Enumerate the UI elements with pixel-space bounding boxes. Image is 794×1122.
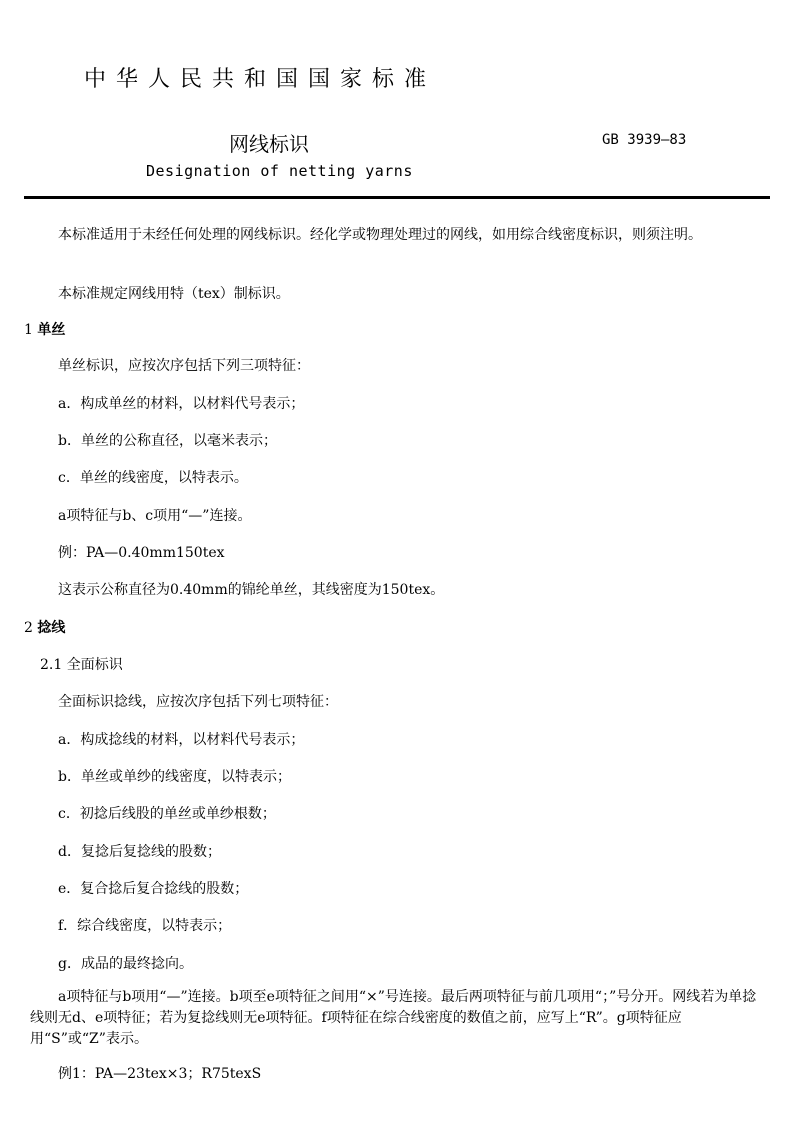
section-2-heading — [24, 617, 65, 637]
section-1-title: 单丝 — [37, 322, 66, 338]
national-standard-heading: 中华人民共和国国家标准 — [84, 67, 437, 92]
section-1-lead: 单丝标识，应按次序包括下列三项特征： — [58, 358, 310, 374]
section-1-explanation: 这表示公称直径为0.40mm的锦纶单丝，其线密度为150tex。 — [58, 582, 445, 598]
subsection-2-1-item-g: g．成品的最终捻向。 — [58, 956, 193, 972]
subsection-2-1-item-a: a．构成捻线的材料，以材料代号表示； — [58, 732, 305, 748]
subsection-2-1-item-b: b．单丝或单纱的线密度，以特表示； — [58, 769, 291, 785]
section-1-number: 1 — [24, 322, 33, 338]
section-1-item-a: a．构成单丝的材料，以材料代号表示； — [58, 396, 305, 412]
subsection-2-1-rule: a项特征与b项用“—”连接。b项至e项特征之间用“×”号连接。最后两项特征与前几项用“；”号分开。网线若为单捻线则无d、e项特征；若为复捻线则无e项特征。f项特征在综合线密度的数值之前，应写上“R”。g项特征应用“S”或“Z”表示。 — [30, 989, 757, 1047]
section-1-rule: a项特征与b、c项用“—”连接。 — [58, 508, 252, 524]
header-divider — [24, 196, 770, 199]
intro-paragraph-1: 本标准适用于未经任何处理的网线标识。经化学或物理处理过的网线，如用综合线密度标识，则须注明。 — [58, 227, 702, 243]
subsection-2-1-lead: 全面标识捻线，应按次序包括下列七项特征： — [58, 694, 338, 710]
section-1-example: 例：PA—0.40mm150tex — [58, 545, 225, 561]
subsection-2-1-item-c: c．初捻后线股的单丝或单纱根数； — [58, 806, 276, 822]
subsection-2-1-item-f: f．综合线密度，以特表示； — [58, 918, 232, 934]
section-1-item-c: c．单丝的线密度，以特表示。 — [58, 470, 248, 486]
subsection-2-1-example-1: 例1：PA—23tex×3；R75texS — [58, 1066, 262, 1082]
section-1-item-b: b．单丝的公称直径，以毫米表示； — [58, 433, 277, 449]
section-2-number: 2 — [24, 620, 33, 636]
section-2-title: 捻线 — [37, 620, 66, 636]
subsection-2-1-heading — [40, 654, 123, 674]
document-title: 网线标识 — [229, 132, 309, 156]
subsection-2-1-title: 全面标识 — [66, 657, 123, 673]
section-1-heading — [24, 319, 65, 339]
intro-paragraph-2: 本标准规定网线用特（tex）制标识。 — [58, 286, 290, 302]
subsection-2-1-item-e: e．复合捻后复合捻线的股数； — [58, 881, 249, 897]
standard-code: GB 3939—83 — [602, 132, 687, 148]
subsection-2-1-number: 2.1 — [40, 657, 63, 673]
english-title: Designation of netting yarns — [146, 162, 413, 180]
subsection-2-1-item-d: d．复捻后复捻线的股数； — [58, 844, 221, 860]
